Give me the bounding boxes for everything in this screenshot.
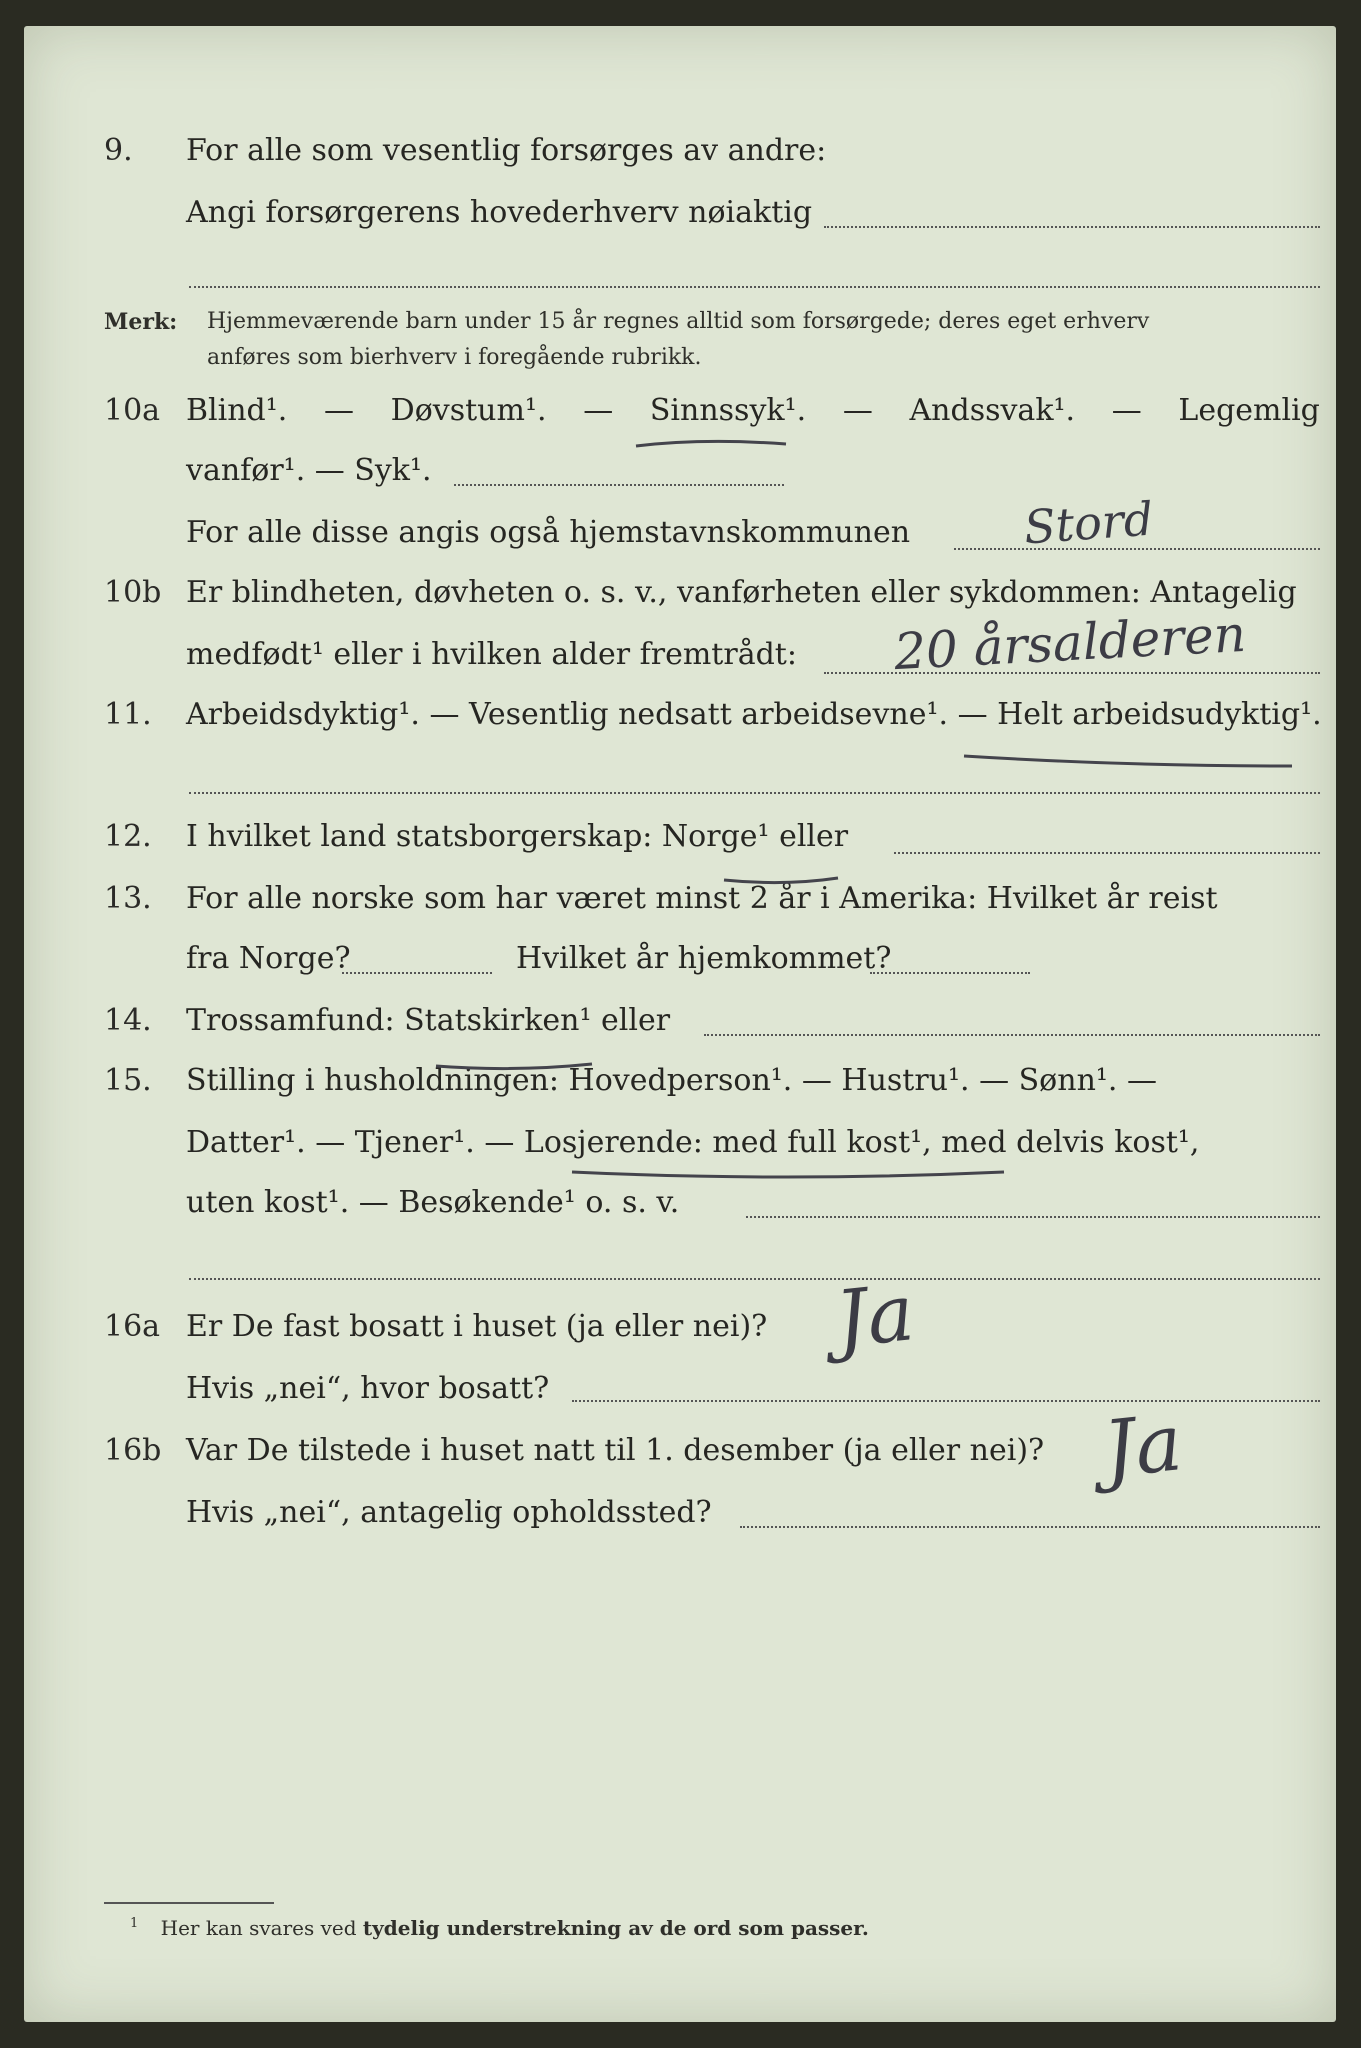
underline-helt-arbeidsudyktig bbox=[964, 756, 1292, 766]
question-text: Er De fast bosatt i huset (ja eller nei)? bbox=[186, 1309, 768, 1344]
question-number: 10a bbox=[104, 393, 161, 428]
note-text: anføres som bierhverv i foregående rubrikk. bbox=[207, 345, 702, 370]
question-number: 12. bbox=[104, 819, 152, 854]
question-text: Hvis „nei“, hvor bosatt? bbox=[186, 1371, 550, 1406]
question-number: 15. bbox=[104, 1063, 152, 1098]
option-legemlig: Legemlig bbox=[1178, 393, 1320, 428]
question-text: uten kost¹. — Besøkende¹ o. s. v. bbox=[186, 1185, 680, 1220]
note-text: Hjemmeværende barn under 15 år regnes alltid som forsørgede; deres eget erhverv bbox=[207, 309, 1150, 334]
question-text: Arbeidsdyktig¹. — Vesentlig nedsatt arbeidsevne¹. — Helt arbeidsudyktig¹. bbox=[186, 697, 1322, 732]
question-text: Trossamfund: Statskirken¹ eller bbox=[186, 1003, 671, 1038]
question-text: For alle disse angis også hjemstavnskommunen bbox=[186, 515, 911, 550]
question-number: 13. bbox=[104, 881, 152, 916]
option-dovstum: Døvstum¹. bbox=[390, 393, 547, 428]
underline-losjerende-full-kost bbox=[572, 1172, 1004, 1177]
question-text: I hvilket land statsborgerskap: Norge¹ eller bbox=[186, 819, 849, 854]
census-form-page bbox=[24, 26, 1336, 2022]
footnote-text-bold: tydelig understrekning av de ord som passer. bbox=[362, 1916, 869, 1940]
option-blind: Blind¹. bbox=[186, 393, 288, 428]
question-text: Var De tilstede i huset natt til 1. desember (ja eller nei)? bbox=[186, 1433, 1045, 1468]
question-text: fra Norge? bbox=[186, 941, 351, 976]
note-label: Merk: bbox=[104, 309, 178, 335]
question-text: Stilling i husholdningen: Hovedperson¹. — Hustru¹. — Sønn¹. — bbox=[186, 1063, 1157, 1098]
footnote-text: Her kan svares ved bbox=[160, 1916, 357, 1940]
question-text: Angi forsørgerens hovederhverv nøiaktig bbox=[186, 195, 813, 230]
option-andssvak: Andssvak¹. bbox=[909, 393, 1076, 428]
question-text: Hvis „nei“, antagelig opholdssted? bbox=[186, 1495, 712, 1530]
question-number: 16b bbox=[104, 1433, 162, 1468]
separator: — bbox=[1111, 393, 1142, 428]
underline-statskirken bbox=[436, 1064, 592, 1069]
handwritten-answer: Ja bbox=[831, 1268, 919, 1366]
option-sinnssyk: Sinnssyk¹. bbox=[649, 393, 807, 428]
question-number: 11. bbox=[104, 697, 152, 732]
question-text: For alle norske som har været minst 2 år i Amerika: Hvilket år reist bbox=[186, 881, 1218, 916]
handwritten-answer: Stord bbox=[1022, 491, 1155, 555]
footnote bbox=[130, 1916, 869, 1940]
separator: — bbox=[842, 393, 873, 428]
question-number: 16a bbox=[104, 1309, 161, 1344]
question-text: vanfør¹. — Syk¹. bbox=[186, 453, 432, 488]
underline-norge bbox=[724, 878, 838, 883]
separator: — bbox=[324, 393, 354, 428]
handwritten-answer: 20 årsalderen bbox=[892, 604, 1248, 682]
question-number: 14. bbox=[104, 1003, 152, 1038]
question-text: Hvilket år hjemkommet? bbox=[516, 941, 892, 976]
question-text: For alle som vesentlig forsørges av andre: bbox=[186, 133, 827, 168]
underline-sinnssyk bbox=[636, 441, 786, 446]
footnote-rule bbox=[104, 1902, 274, 1904]
handwritten-underlines bbox=[24, 26, 1336, 2022]
footnote-mark: 1 bbox=[130, 1916, 139, 1932]
question-number: 9. bbox=[104, 133, 133, 168]
separator: — bbox=[583, 393, 614, 428]
question-text: medfødt¹ eller i hvilken alder fremtrådt: bbox=[186, 637, 797, 672]
handwritten-answer: Ja bbox=[1099, 1398, 1187, 1496]
question-text: Er blindheten, døvheten o. s. v., vanførheten eller sykdommen: Antagelig bbox=[186, 575, 1297, 610]
question-text: Datter¹. — Tjener¹. — Losjerende: med full kost¹, med delvis kost¹, bbox=[186, 1125, 1200, 1160]
question-number: 10b bbox=[104, 575, 162, 610]
